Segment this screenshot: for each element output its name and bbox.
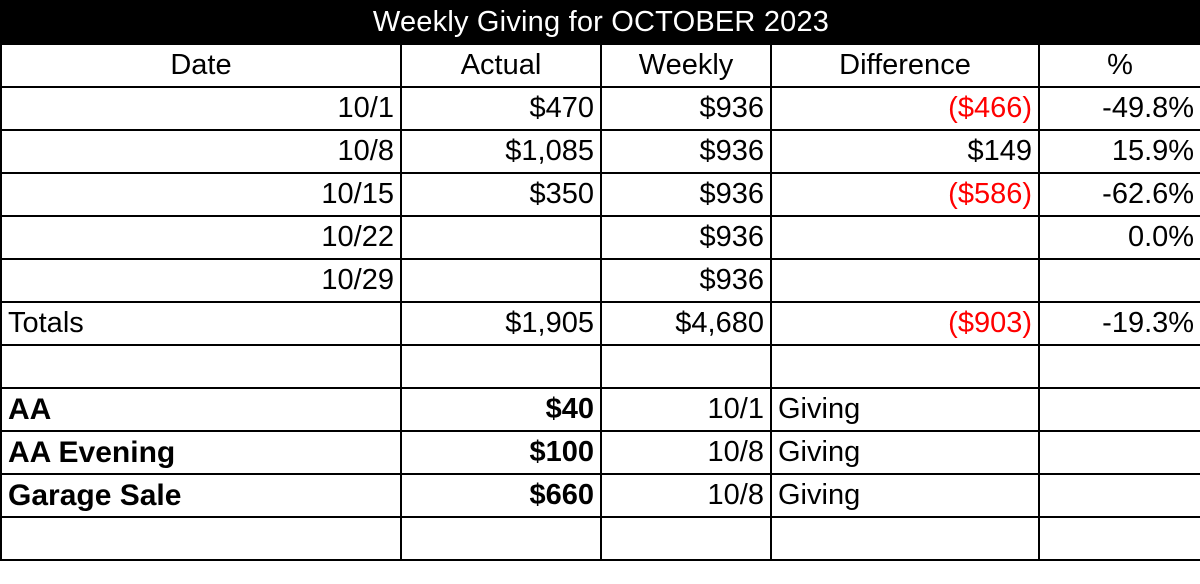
item-note[interactable]: Giving xyxy=(771,388,1039,431)
spacer-cell xyxy=(1039,345,1200,388)
list-item[interactable] xyxy=(1,388,1200,431)
cell-difference[interactable]: ($466) xyxy=(771,87,1039,130)
table-title-row xyxy=(1,1,1200,44)
item-label[interactable]: Garage Sale xyxy=(1,474,401,517)
totals-difference[interactable]: ($903) xyxy=(771,302,1039,345)
item-extra[interactable] xyxy=(1039,431,1200,474)
item-extra[interactable] xyxy=(1039,388,1200,431)
totals-label: Totals xyxy=(1,302,401,345)
table-row[interactable] xyxy=(1,87,1200,130)
cell-difference[interactable] xyxy=(771,216,1039,259)
column-header-date: Date xyxy=(1,44,401,87)
table-row[interactable] xyxy=(1,216,1200,259)
item-amount[interactable]: $660 xyxy=(401,474,601,517)
spacer-cell xyxy=(771,345,1039,388)
cell-weekly[interactable]: $936 xyxy=(601,173,771,216)
item-note[interactable] xyxy=(771,517,1039,560)
item-extra[interactable] xyxy=(1039,517,1200,560)
column-header-weekly: Weekly xyxy=(601,44,771,87)
cell-difference[interactable] xyxy=(771,259,1039,302)
item-note[interactable]: Giving xyxy=(771,474,1039,517)
item-date[interactable] xyxy=(601,517,771,560)
item-date[interactable]: 10/1 xyxy=(601,388,771,431)
totals-percent[interactable]: -19.3% xyxy=(1039,302,1200,345)
table-row[interactable] xyxy=(1,173,1200,216)
spacer-cell xyxy=(601,345,771,388)
cell-weekly[interactable]: $936 xyxy=(601,259,771,302)
cell-actual[interactable]: $350 xyxy=(401,173,601,216)
cell-weekly[interactable]: $936 xyxy=(601,87,771,130)
cell-percent[interactable] xyxy=(1039,259,1200,302)
cell-actual[interactable] xyxy=(401,259,601,302)
item-amount[interactable]: $100 xyxy=(401,431,601,474)
cell-date[interactable]: 10/15 xyxy=(1,173,401,216)
item-extra[interactable] xyxy=(1039,474,1200,517)
list-item[interactable] xyxy=(1,474,1200,517)
list-item[interactable] xyxy=(1,431,1200,474)
cell-difference[interactable]: ($586) xyxy=(771,173,1039,216)
cell-date[interactable]: 10/1 xyxy=(1,87,401,130)
list-item-partial[interactable] xyxy=(1,517,1200,560)
spacer-cell xyxy=(1,345,401,388)
spacer-cell xyxy=(401,345,601,388)
table-row[interactable] xyxy=(1,259,1200,302)
item-label[interactable]: AA xyxy=(1,388,401,431)
spacer-row xyxy=(1,345,1200,388)
cell-date[interactable]: 10/8 xyxy=(1,130,401,173)
item-amount[interactable] xyxy=(401,517,601,560)
cell-date[interactable]: 10/29 xyxy=(1,259,401,302)
item-date[interactable]: 10/8 xyxy=(601,431,771,474)
table-header-row xyxy=(1,44,1200,87)
item-amount[interactable]: $40 xyxy=(401,388,601,431)
table-row[interactable] xyxy=(1,130,1200,173)
item-label[interactable] xyxy=(1,517,401,560)
item-label[interactable]: AA Evening xyxy=(1,431,401,474)
cell-percent[interactable]: -62.6% xyxy=(1039,173,1200,216)
cell-date[interactable]: 10/22 xyxy=(1,216,401,259)
cell-percent[interactable]: 0.0% xyxy=(1039,216,1200,259)
cell-actual[interactable]: $1,085 xyxy=(401,130,601,173)
cell-actual[interactable] xyxy=(401,216,601,259)
cell-actual[interactable]: $470 xyxy=(401,87,601,130)
item-note[interactable]: Giving xyxy=(771,431,1039,474)
totals-row[interactable] xyxy=(1,302,1200,345)
cell-weekly[interactable]: $936 xyxy=(601,130,771,173)
column-header-actual: Actual xyxy=(401,44,601,87)
page-title: Weekly Giving for OCTOBER 2023 xyxy=(1,1,1200,44)
column-header-percent: % xyxy=(1039,44,1200,87)
totals-weekly[interactable]: $4,680 xyxy=(601,302,771,345)
column-header-difference: Difference xyxy=(771,44,1039,87)
cell-weekly[interactable]: $936 xyxy=(601,216,771,259)
totals-actual[interactable]: $1,905 xyxy=(401,302,601,345)
cell-percent[interactable]: 15.9% xyxy=(1039,130,1200,173)
cell-difference[interactable]: $149 xyxy=(771,130,1039,173)
cell-percent[interactable]: -49.8% xyxy=(1039,87,1200,130)
item-date[interactable]: 10/8 xyxy=(601,474,771,517)
